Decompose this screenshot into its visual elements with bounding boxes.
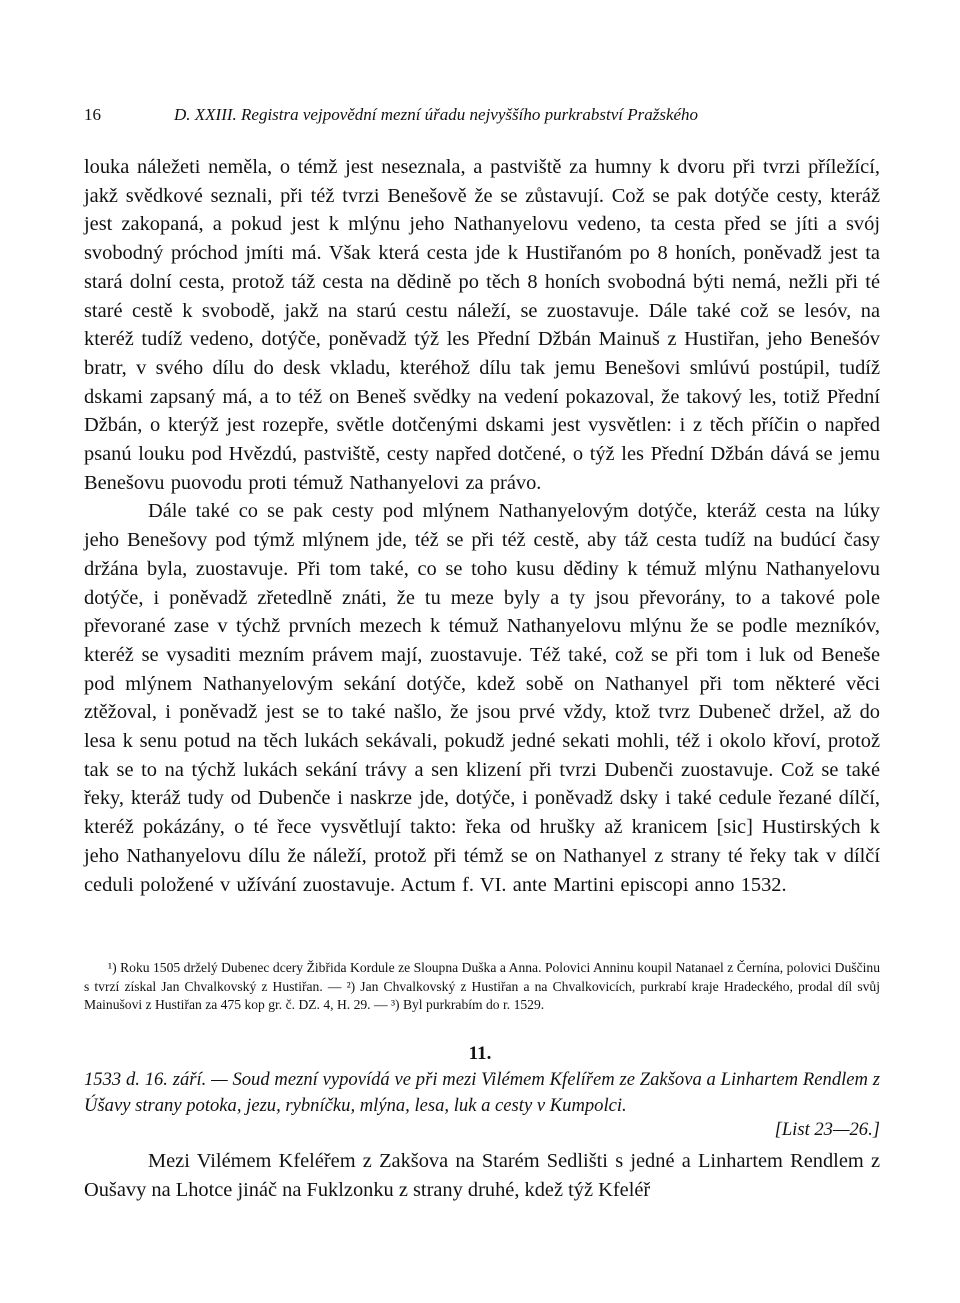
paragraph: Dále také co se pak cesty pod mlýnem Nathanyelovým dotýče, kteráž cesta na lúky jeho Benešovy pod týmž mlýnem jde, též se při též cestě, aby táž cesta tudíž na budúcí časy držána byla, zuostavuje. Při tom také, co se toho kusu dědiny k témuž mlýnu Nathanyelovu dotýče, i poněvadž zřetedlně znáti, že tu meze byly a ty jsou převorány, to a takové pole převorané zase v týchž prvních mezech k témuž Nathanyelovu mlýnu že se podle mezníkóv, kteréž se vysaditi mezním právem mají, zuostavuje. Též také, což se při tom i luk od Beneše pod mlýnem Nathanyelovým sekání dotýče, kdež sobě on Nathanyel při tom některé věci ztěžoval, i poněvadž jest se to také našlo, že jsou prvé vždy, ktož tvrz Dubeneč držel, až do lesa k senu potud na těch lukách sekávali, pokudž jedné sekati mohli, též i okolo křoví, protož tak se to na týchž lukách sekání trávy a sen klizení při tvrzi Dubenči zuostavuje. Což se také řeky, kteráž tudy od Dubenče i naskrze jde, dotýče, i poněvadž dsky i také cedule řezané dílčí, kteréž pokázány, o té řece vysvětlují takto: řeka od hrušky až kranicem [sic] Hustirských k jeho Nathanyelovu dílu že náleží, protož při témž se on Nathanyel z strany té řeky tak v dílčí ceduli položené v užívání zuostavuje. Actum f. VI. ante Martini episcopi anno 1532. bbox=[84, 500, 880, 896]
entry-number: 11. bbox=[468, 1043, 492, 1064]
running-head-title: D. XXIII. Registra vejpovědní mezní úřadu nejvyššího purkrabství Pražského bbox=[174, 105, 699, 124]
footnotes bbox=[84, 959, 880, 1015]
footnote: ¹) Roku 1505 drželý Dubenec dcery Žibřida Kordule ze Sloupna Duška a Anna. Polovici Anninu koupil Natanael z Černína, polovici Duščinu s tvrzí získal Jan Chvalkovský z Hustiřan. — ²) Jan Chvalkovský z Hustiřan a na Chvalkovicích, purkrabí kraje Hradeckého, prodal díl svůj Mainušovi z Hustiřan za 475 kop gr. č. DZ. 4, H. 29. — ³) Byl purkrabím do r. 1529. bbox=[84, 960, 880, 1013]
entry-source-reference: [List 23—26.] bbox=[774, 1119, 880, 1140]
entry-regest: 1533 d. 16. září. — Soud mezní vypovídá ve při mezi Vilémem Kfelířem ze Zakšova a Linhartem Rendlem z Úšavy strany potoka, jezu, rybníčku, mlýna, lesa, luk a cesty v Kumpolci. bbox=[84, 1069, 880, 1116]
page-number: 16 bbox=[84, 105, 101, 124]
main-text bbox=[84, 153, 880, 899]
entry-text: Mezi Vilémem Kfeléřem z Zakšova na Starém Sedlišti s jedné a Linhartem Rendlem z Oušavy na Lhotce jináč na Fuklzonku z strany druhé, kdež týž Kfeléř bbox=[84, 1150, 880, 1201]
paragraph: louka náležeti neměla, o témž jest neseznala, a pastviště za humny k dvoru při tvrzi příležící, jakž svědkové seznali, při též tvrzi Benešově že se zůstavují. Což se pak dotýče cesty, kteráž jest zakopaná, a pokud jest k mlýnu jeho Nathanyelovu vedeno, ta cesta před se jíti a svój svobodný próchod jmíti má. Však která cesta jde k Hustiřanóm po 8 honích, poněvadž jest ta stará dolní cesta, protož táž cesta na dědině po těch 8 honích svobodná býti nemá, nežli při té staré cestě k svobodě, jakž na starú cestu náleží, se zuostavuje. Dále také což se lesóv, na kteréž tudíž vedeno, dotýče, poněvadž týž les Přední Džbán Mainuš z Hustiřan, jeho Benešóv bratr, v svého dílu do desk vkladu, kteréhož dílu tak jemu Benešovi smlúvú postúpil, tudíž dskami zapsaný má, a to též on Beneš svědky na vedení pokazoval, že takový les, totiž Přední Džbán, o kterýž jest rozepře, světle dotčenými dskami jest vysvětlen: i z těch příčin o napřed psanú louku pod Hvězdú, pastviště, cesty napřed dotčené, o týž les Přední Džbán dává se jemu Benešovu puovodu proti témuž Nathanyelovi za právo. bbox=[84, 156, 880, 494]
running-head bbox=[84, 103, 884, 127]
